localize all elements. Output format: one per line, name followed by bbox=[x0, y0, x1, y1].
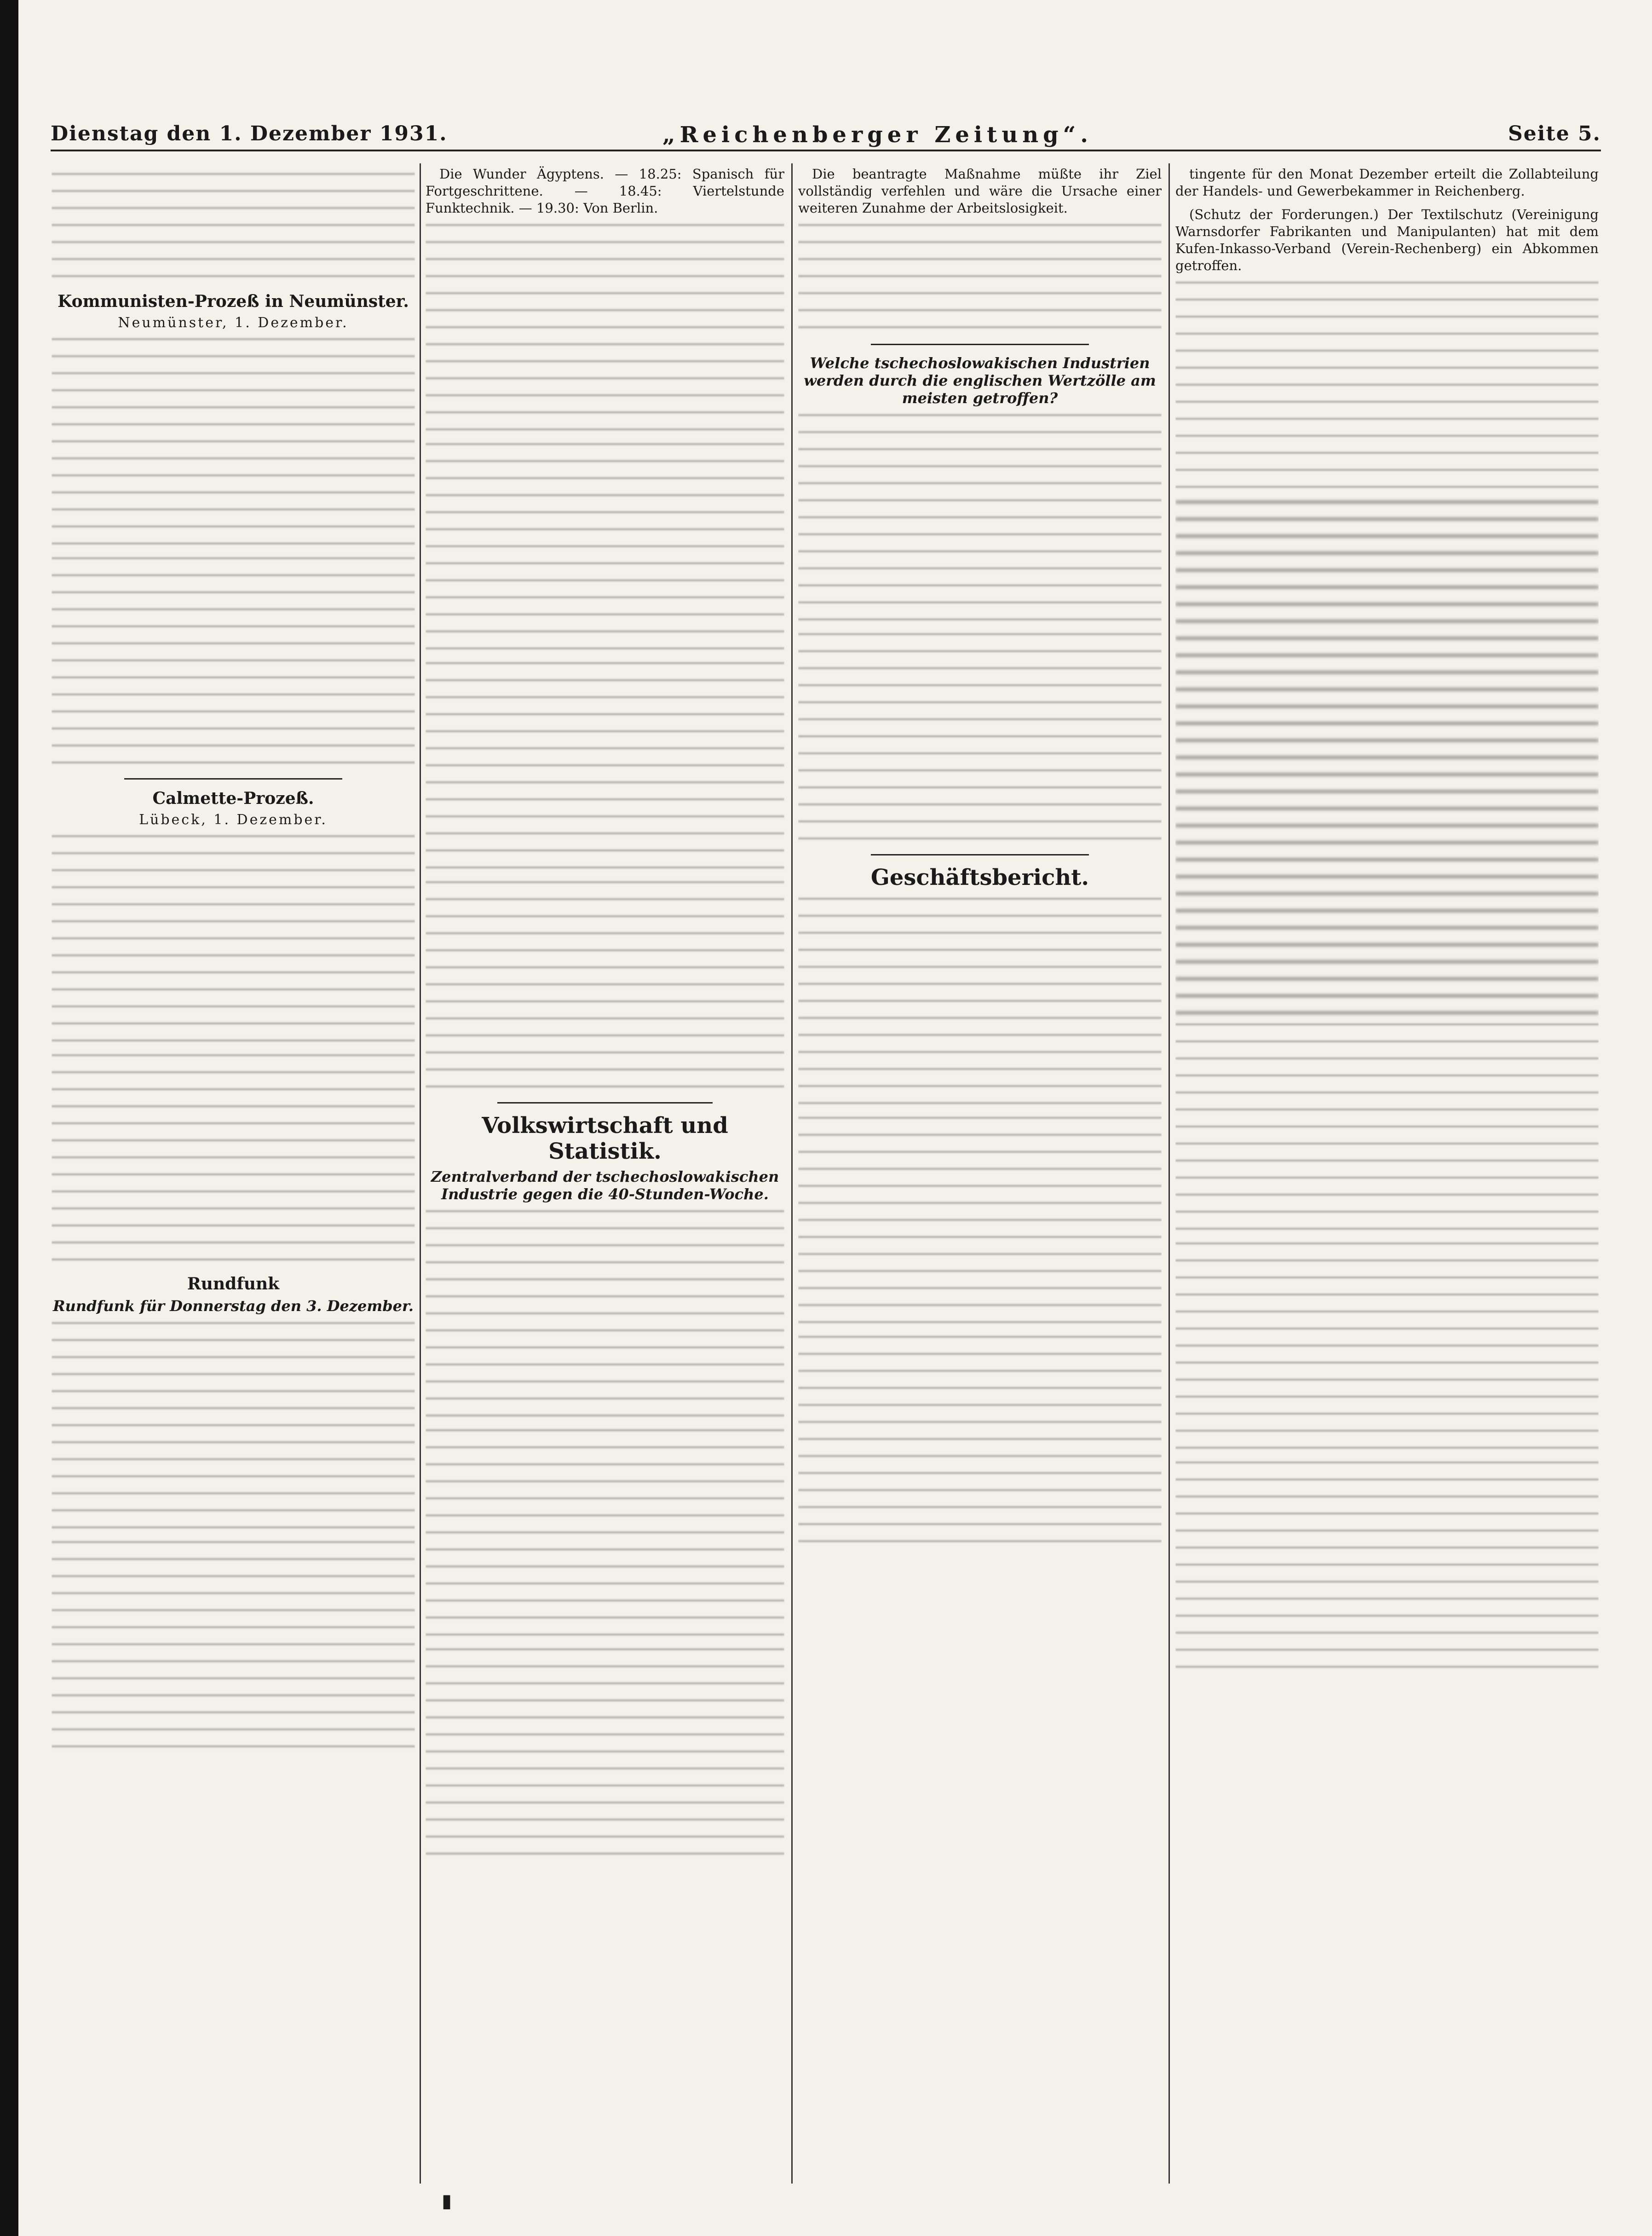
subhead-zentralverband: Zentralverband der tschechoslowakischen Industrie gegen die 40-Stunden-Woche. bbox=[431, 1168, 779, 1203]
program-listing bbox=[52, 1541, 415, 1753]
article-text bbox=[52, 338, 415, 550]
program-listing-lead: Die Wunder Ägyptens. — 18.25: Spanisch für Fortgeschrittene. — 18.45: Viertelstunde Funktechnik. — 19.30: Von Berlin. bbox=[426, 166, 784, 216]
article-text bbox=[426, 1648, 784, 1860]
article-text bbox=[426, 1210, 784, 1422]
smudged-text bbox=[1175, 501, 1599, 1016]
print-mark: ▮ bbox=[442, 2190, 452, 2212]
column-rule bbox=[420, 163, 421, 2184]
program-listing bbox=[52, 1322, 415, 1534]
article-text bbox=[52, 557, 415, 769]
column-rule bbox=[1168, 163, 1170, 2184]
headline-industrien: Welche tschechoslowakischen Industrien werden durch die englischen Wertzölle am meisten getroffen? bbox=[804, 354, 1156, 407]
article-text bbox=[1175, 282, 1599, 493]
article-text bbox=[1175, 1462, 1599, 1673]
article-text bbox=[798, 1117, 1162, 1329]
article-divider bbox=[124, 778, 342, 780]
article-divider bbox=[871, 344, 1089, 345]
article-text bbox=[798, 898, 1162, 1109]
article-text bbox=[52, 835, 415, 1047]
article-text bbox=[426, 1429, 784, 1641]
article-text bbox=[798, 224, 1162, 335]
article-text bbox=[1175, 1023, 1599, 1235]
headline-calmette: Calmette-Prozeß. bbox=[152, 789, 314, 808]
column-rule bbox=[791, 163, 793, 2184]
subhead-rundfunk: Rundfunk für Donnerstag den 3. Dezember. bbox=[52, 1297, 414, 1315]
article-text bbox=[798, 633, 1162, 845]
column-1 bbox=[52, 166, 415, 2181]
column-4 bbox=[1175, 166, 1599, 2181]
article-lead: tingente für den Monat Dezember erteilt die Zollabteilung der Handels- und Gewerbekammer in Reichenberg. bbox=[1175, 166, 1599, 199]
headline-kommunisten: Kommunisten-Prozeß in Neumünster. bbox=[58, 292, 409, 311]
header-date: Dienstag den 1. Dezember 1931. bbox=[51, 122, 448, 145]
dateline-calmette: Lübeck, 1. Dezember. bbox=[139, 812, 328, 828]
article-divider bbox=[871, 854, 1089, 855]
program-listing bbox=[426, 881, 784, 1093]
article-forderungen: (Schutz der Forderungen.) Der Textilschutz (Vereinigung Warnsdorfer Fabrikanten und Manipulanten) hat mit dem Kufen-Inkasso-Verband (Verein-Rechenberg) ein Abkommen getroffen. bbox=[1175, 207, 1599, 273]
header-page-number: Seite 5. bbox=[1508, 122, 1601, 145]
column-2 bbox=[426, 166, 784, 2181]
program-listing bbox=[426, 662, 784, 874]
binding-edge bbox=[0, 0, 18, 2236]
column-3 bbox=[798, 166, 1162, 2181]
program-listing bbox=[426, 443, 784, 655]
article-text bbox=[798, 414, 1162, 626]
header-masthead: „Reichenberger Zeitung“. bbox=[662, 122, 1093, 148]
article-divider bbox=[497, 1102, 713, 1104]
article-text bbox=[52, 173, 415, 283]
headline-rundfunk: Rundfunk bbox=[187, 1274, 280, 1294]
article-text bbox=[798, 1336, 1162, 1548]
article-lead: Die beantragte Maßnahme müßte ihr Ziel vollständig verfehlen und wäre die Ursache einer weiteren Zunahme der Arbeitslosigkeit. bbox=[798, 166, 1162, 216]
headline-geschaeftsbericht: Geschäftsbericht. bbox=[870, 865, 1089, 890]
page-header bbox=[51, 122, 1601, 151]
program-listing bbox=[426, 224, 784, 436]
article-text bbox=[52, 1054, 415, 1266]
dateline-kommunisten: Neumünster, 1. Dezember. bbox=[118, 315, 349, 331]
headline-volkswirtschaft: Volkswirtschaft und Statistik. bbox=[482, 1113, 728, 1164]
article-text bbox=[1175, 1242, 1599, 1454]
